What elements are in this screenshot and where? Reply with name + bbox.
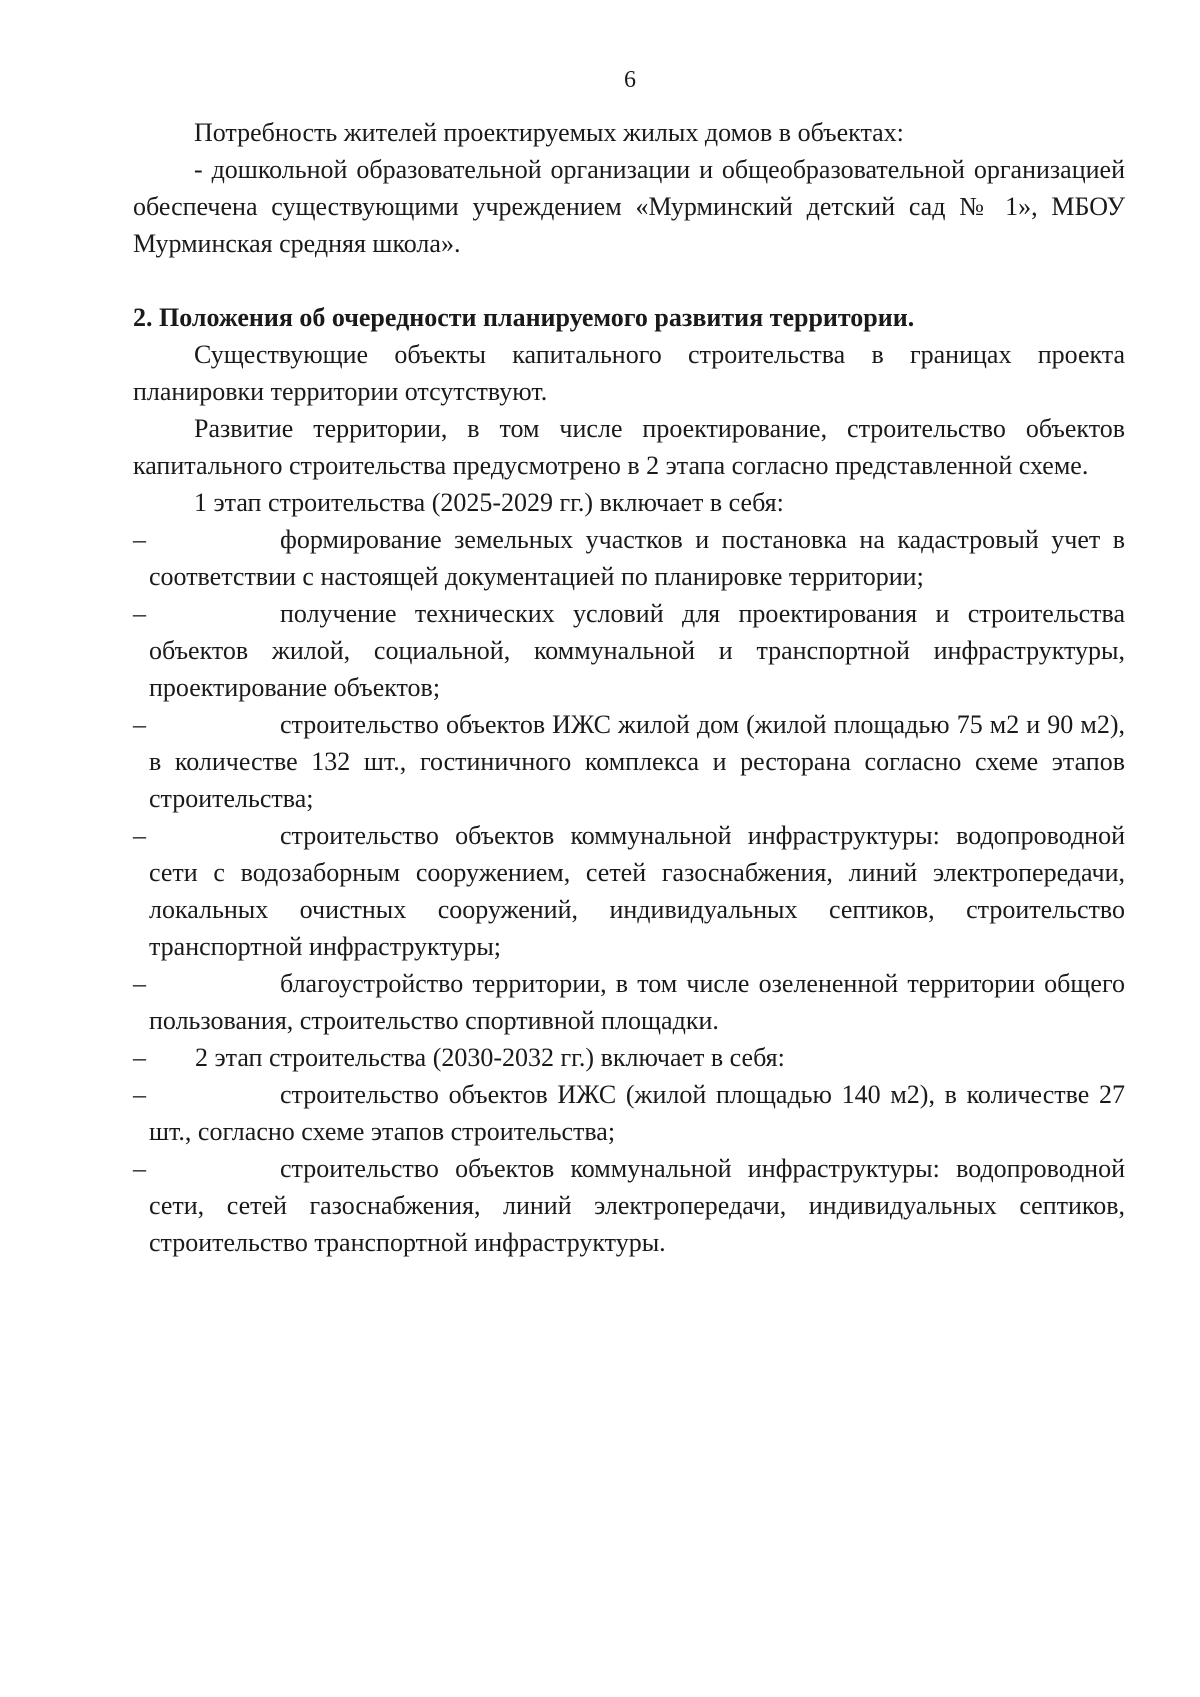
list-item: [133, 1150, 1125, 1261]
list-item-text: строительство объектов коммунальной инфраструктуры: водопроводной сети с водозаборным сооружением, сетей газоснабжения, линий электропередачи, локальных очистных сооружений, индивидуальных септиков, строительство транспортной инфраструктуры;: [149, 821, 1125, 961]
dash-marker: –: [133, 710, 146, 739]
list-item: [133, 595, 1125, 706]
list-item-text: строительство объектов коммунальной инфраструктуры: водопроводной сети, сетей газоснабжения, линий электропередачи, индивидуальных септиков, строительство транспортной инфраструктуры.: [149, 1154, 1125, 1257]
dash-marker: –: [133, 969, 146, 998]
paragraph-existing-objects: Существующие объекты капитального строительства в границах проекта планировки территории отсутствуют.: [133, 340, 1125, 406]
list-item: [133, 706, 1125, 817]
list-item-text: благоустройство территории, в том числе озелененной территории общего пользования, строительство спортивной площадки.: [149, 969, 1125, 1035]
stage2-heading: [133, 1039, 1125, 1076]
dash-marker: –: [133, 1154, 146, 1183]
list-item: [133, 1076, 1125, 1150]
paragraph-stage1-intro: 1 этап строительства (2025-2029 гг.) включает в себя:: [194, 488, 784, 517]
section-heading: 2. Положения об очередности планируемого развития территории.: [133, 303, 915, 332]
dash-marker: –: [133, 821, 146, 850]
list-item-text: строительство объектов ИЖС жилой дом (жилой площадью 75 м2 и 90 м2), в количестве 132 шт., гостиничного комплекса и ресторана согласно схеме этапов строительства;: [149, 710, 1125, 813]
stage2-heading-text: 2 этап строительства (2030-2032 гг.) включает в себя:: [195, 1043, 785, 1072]
list-item: [133, 817, 1125, 965]
dash-marker: –: [133, 1043, 146, 1072]
list-item: [133, 965, 1125, 1039]
paragraph-needs: Потребность жителей проектируемых жилых домов в объектах:: [194, 118, 904, 147]
dash-marker: –: [133, 599, 146, 628]
page-number: 6: [624, 67, 636, 93]
paragraph-development: Развитие территории, в том числе проектирование, строительство объектов капитального строительства предусмотрено в 2 этапа согласно представленной схеме.: [133, 414, 1125, 480]
paragraph-education: - дошкольной образовательной организации и общеобразовательной организацией обеспечена существующими учреждением «Мурминский детский сад № 1», МБОУ Мурминская средняя школа».: [133, 155, 1125, 258]
list-item-text: получение технических условий для проектирования и строительства объектов жилой, социальной, коммунальной и транспортной инфраструктуры, проектирование объектов;: [149, 599, 1125, 702]
dash-marker: –: [133, 525, 146, 554]
dash-marker: –: [133, 1080, 146, 1109]
list-item-text: формирование земельных участков и постановка на кадастровый учет в соответствии с настоящей документацией по планировке территории;: [149, 525, 1125, 591]
list-item: [133, 521, 1125, 595]
document-body: [133, 114, 1125, 1261]
list-item-text: строительство объектов ИЖС (жилой площадью 140 м2), в количестве 27 шт., согласно схеме этапов строительства;: [149, 1080, 1125, 1146]
